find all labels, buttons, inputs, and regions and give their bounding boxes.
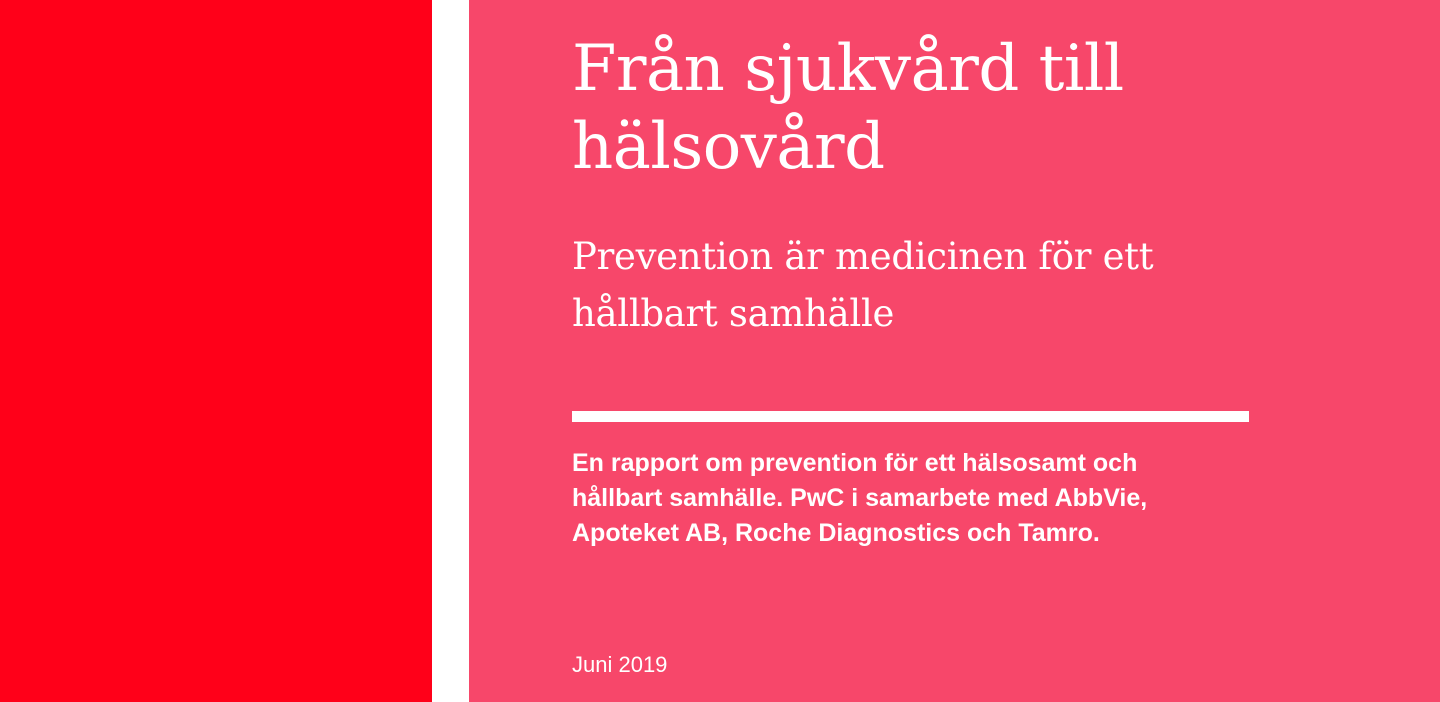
red-side-panel [0,0,432,702]
cover-description [572,446,1332,551]
cover-subtitle [572,228,1332,342]
cover-title-line-2: hälsovård [572,110,885,184]
publication-date: Juni 2019 [572,652,668,677]
cover-description-line-3: Apoteket AB, Roche Diagnostics och Tamro. [572,519,1100,547]
cover-title-line-1: Från sjukvård till [572,32,1124,106]
cover-subtitle-line-1: Prevention är medicinen för ett [572,235,1154,278]
report-cover [469,0,1440,702]
cover-description-line-1: En rapport om prevention för ett hälsosamt och [572,449,1138,477]
cover-subtitle-line-2: hållbart samhälle [572,292,895,335]
cover-description-line-2: hållbart samhälle. PwC i samarbete med AbbVie, [572,484,1148,512]
divider-rule [572,411,1249,422]
cover-title [572,30,1332,186]
white-gutter [432,0,469,702]
